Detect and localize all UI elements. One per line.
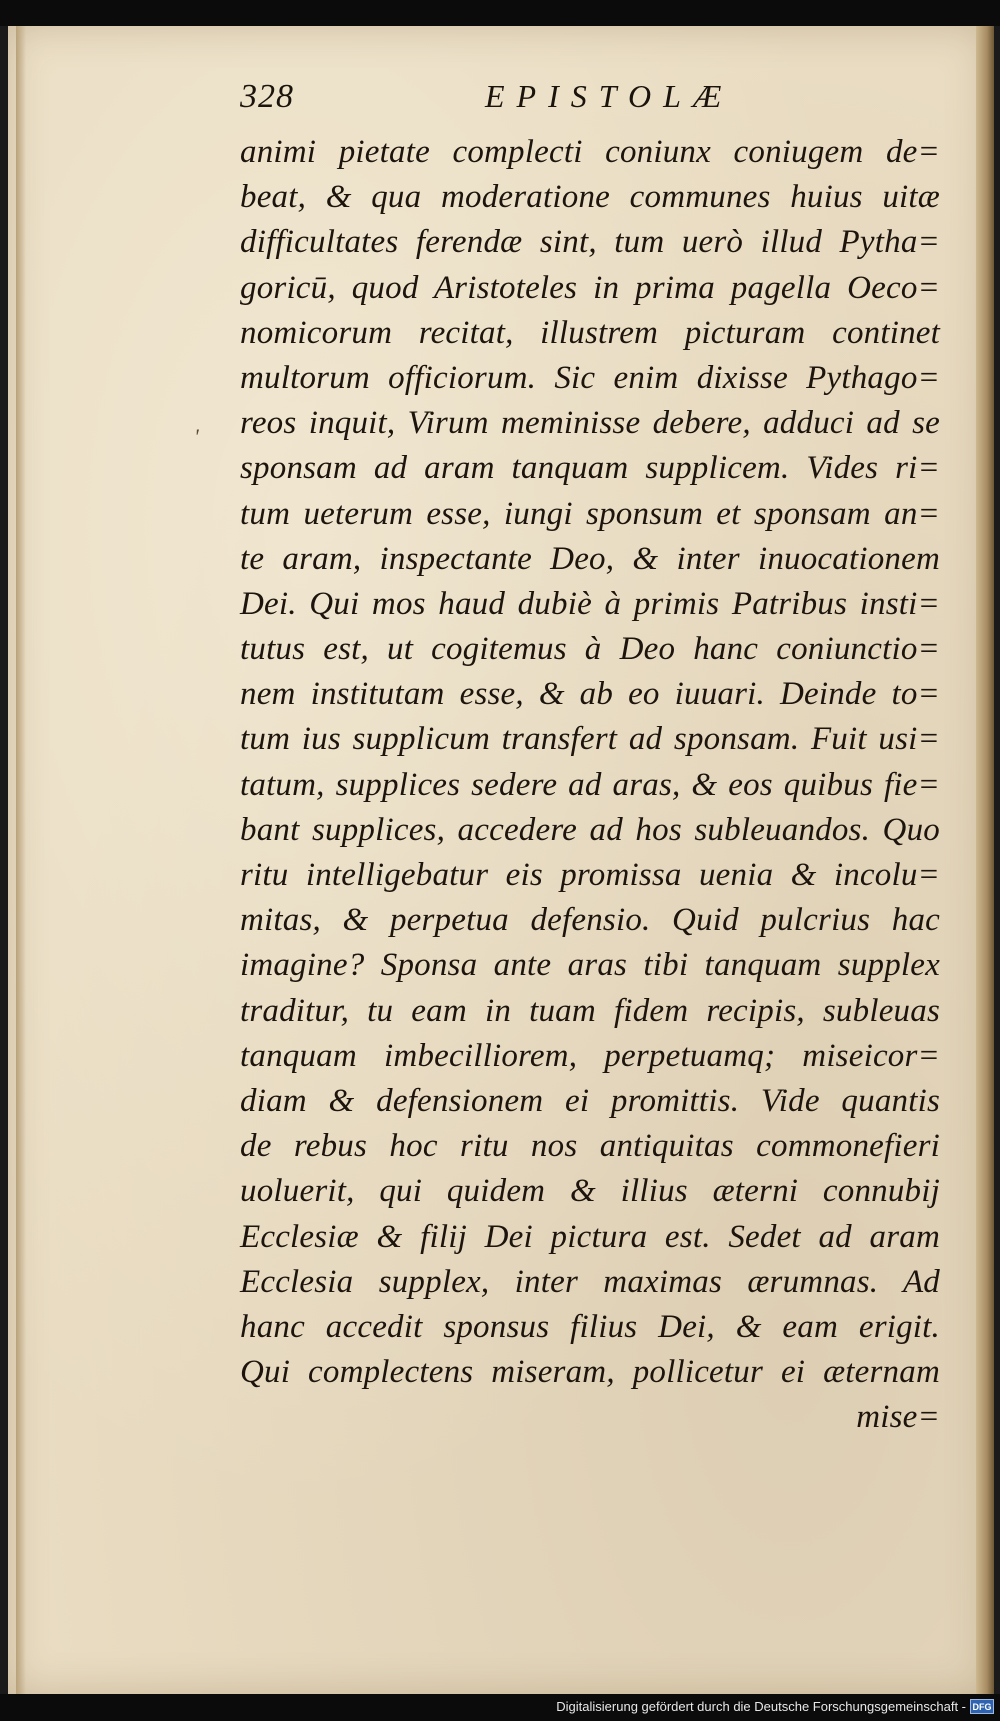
text-line: Qui complectens miseram, pollicetur ei æternam [240, 1354, 940, 1391]
text-line: Ecclesia supplex, inter maximas ærumnas. Ad [240, 1263, 940, 1300]
text-line: bant supplices, accedere ad hos subleuandos. Quo [240, 811, 940, 848]
digitization-footer [0, 1694, 1000, 1721]
text-line: reos inquit, Virum meminisse debere, adduci ad se [240, 405, 940, 442]
text-line: te aram, inspectante Deo, & inter inuocationem [240, 540, 940, 577]
text-line: imagine? Sponsa ante aras tibi tanquam supplex [240, 947, 940, 984]
text-line: nomicorum recitat, illustrem picturam continet [240, 314, 940, 351]
text-line: tum ueterum esse, iungi sponsum et sponsam an= [240, 495, 940, 532]
text-line: tanquam imbecilliorem, perpetuamq; miseicor= [240, 1037, 940, 1074]
text-line: diam & defensionem ei promittis. Vide quantis [240, 1082, 940, 1119]
text-line: difficultates ferendæ sint, tum uerò illud Pytha= [240, 224, 940, 261]
text-line: beat, & qua moderatione communes huius uitæ [240, 179, 940, 216]
text-line: de rebus hoc ritu nos antiquitas commonefieri [240, 1128, 940, 1165]
catchword: mise= [856, 1399, 940, 1436]
text-line: tum ius supplicum transfert ad sponsam. Fuit usi= [240, 721, 940, 758]
page-gutter-shadow [16, 26, 26, 1694]
margin-mark: ' [194, 424, 199, 449]
text-line: tatum, supplices sedere ad aras, & eos quibus fie= [240, 766, 940, 803]
scan-frame [0, 26, 1000, 1694]
footer-credit: Digitalisierung gefördert durch die Deutsche Forschungsgemeinschaft - [556, 1699, 966, 1714]
running-title: EPISTOLÆ [485, 78, 734, 114]
text-line: hanc accedit sponsus filius Dei, & eam erigit. [240, 1308, 940, 1345]
page-number: 328 [240, 78, 294, 115]
text-line: multorum officiorum. Sic enim dixisse Pythago= [240, 359, 940, 396]
text-line: nem institutam esse, & ab eo iuuari. Deinde to= [240, 676, 940, 713]
text-line: goricū, quod Aristoteles in prima pagella Oeco= [240, 269, 940, 306]
text-line: Ecclesiæ & filij Dei pictura est. Sedet ad aram [240, 1218, 940, 1255]
text-line: mitas, & perpetua defensio. Quid pulcrius hac [240, 902, 940, 939]
text-line: Dei. Qui mos haud dubiè à primis Patribus insti= [240, 585, 940, 622]
page-edge [976, 26, 994, 1694]
running-head [240, 78, 940, 122]
dfg-logo: DFG [970, 1699, 994, 1714]
text-line: sponsam ad aram tanquam supplicem. Vides ri= [240, 450, 940, 487]
text-line: traditur, tu eam in tuam fidem recipis, subleuas [240, 992, 940, 1029]
text-line: ritu intelligebatur eis promissa uenia & incolu= [240, 857, 940, 893]
text-line: tutus est, ut cogitemus à Deo hanc coniunctio= [240, 631, 940, 668]
text-line: uoluerit, qui quidem & illius æterni connubij [240, 1173, 940, 1210]
body-text [240, 130, 940, 1440]
text-line: animi pietate complecti coniunx coniugem de= [240, 134, 940, 170]
book-page [8, 26, 986, 1694]
